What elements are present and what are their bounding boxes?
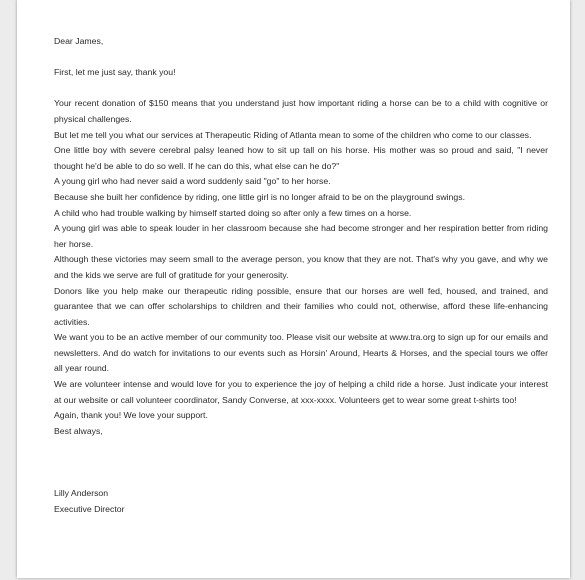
paragraph-speak-louder: A young girl was able to speak louder in her classroom because she had become stronger and her respiration better from riding her horse. (54, 223, 548, 249)
signature-title: Executive Director (54, 503, 125, 514)
paragraph-walking: A child who had trouble walking by himself started doing so after only a few times on a horse. (54, 207, 412, 218)
spacer (54, 470, 548, 486)
paragraph-thank-you: Again, thank you! We love your support. (54, 410, 208, 421)
paragraph-donors: Donors like you help make our therapeutic riding possible, ensure that our horses are well fed, housed, and trained, and guarantee that we can offer scholarships to children and their families who could not, otherwise, afford these life-enhancing activities. (54, 285, 548, 327)
spacer (54, 50, 548, 66)
paragraph-community: We want you to be an active member of our community too. Please visit our website at www.tra.org to sign up for our emails and newsletters. And do watch for invitations to our events such as Horsin' Around, Hearts & Horses, and the special tours we offer all year round. (54, 332, 548, 374)
spacer (54, 81, 548, 97)
paragraph-cerebral-palsy: One little boy with severe cerebral palsy leaned how to sit up tall on his horse. His mother was so proud and said, "I never thought he'd be able to do so well. If he can do this, what else can he do?" (54, 145, 548, 171)
opening-line: First, let me just say, thank you! (54, 67, 176, 78)
salutation: Dear James, (54, 36, 104, 46)
paragraph-victories: Although these victories may seem small to the average person, you know that they are not. That's why you gave, and why we and the kids we serve are full of gratitude for your generosity. (54, 254, 548, 280)
spacer (54, 439, 548, 470)
closing: Best always, (54, 425, 103, 436)
paragraph-donation: Your recent donation of $150 means that you understand just how important riding a horse can be to a child with cognitive or physical challenges. (54, 98, 548, 124)
letter-page (17, 0, 570, 578)
letter-body (54, 34, 548, 517)
paragraph-swings: Because she built her confidence by riding, one little girl is no longer afraid to be on the playground swings. (54, 191, 465, 202)
paragraph-volunteer: We are volunteer intense and would love for you to experience the joy of helping a child ride a horse. Just indicate your interest at our website or call volunteer coordinator, Sandy Converse, at xxx-xxxx. Volunteers get to wear some great t-shirts too! (54, 379, 548, 405)
signature-name: Lilly Anderson (54, 488, 109, 499)
paragraph-said-go: A young girl who had never said a word suddenly said "go" to her horse. (54, 176, 331, 187)
paragraph-services: But let me tell you what our services at Therapeutic Riding of Atlanta mean to some of the children who come to our classes. (54, 129, 532, 140)
